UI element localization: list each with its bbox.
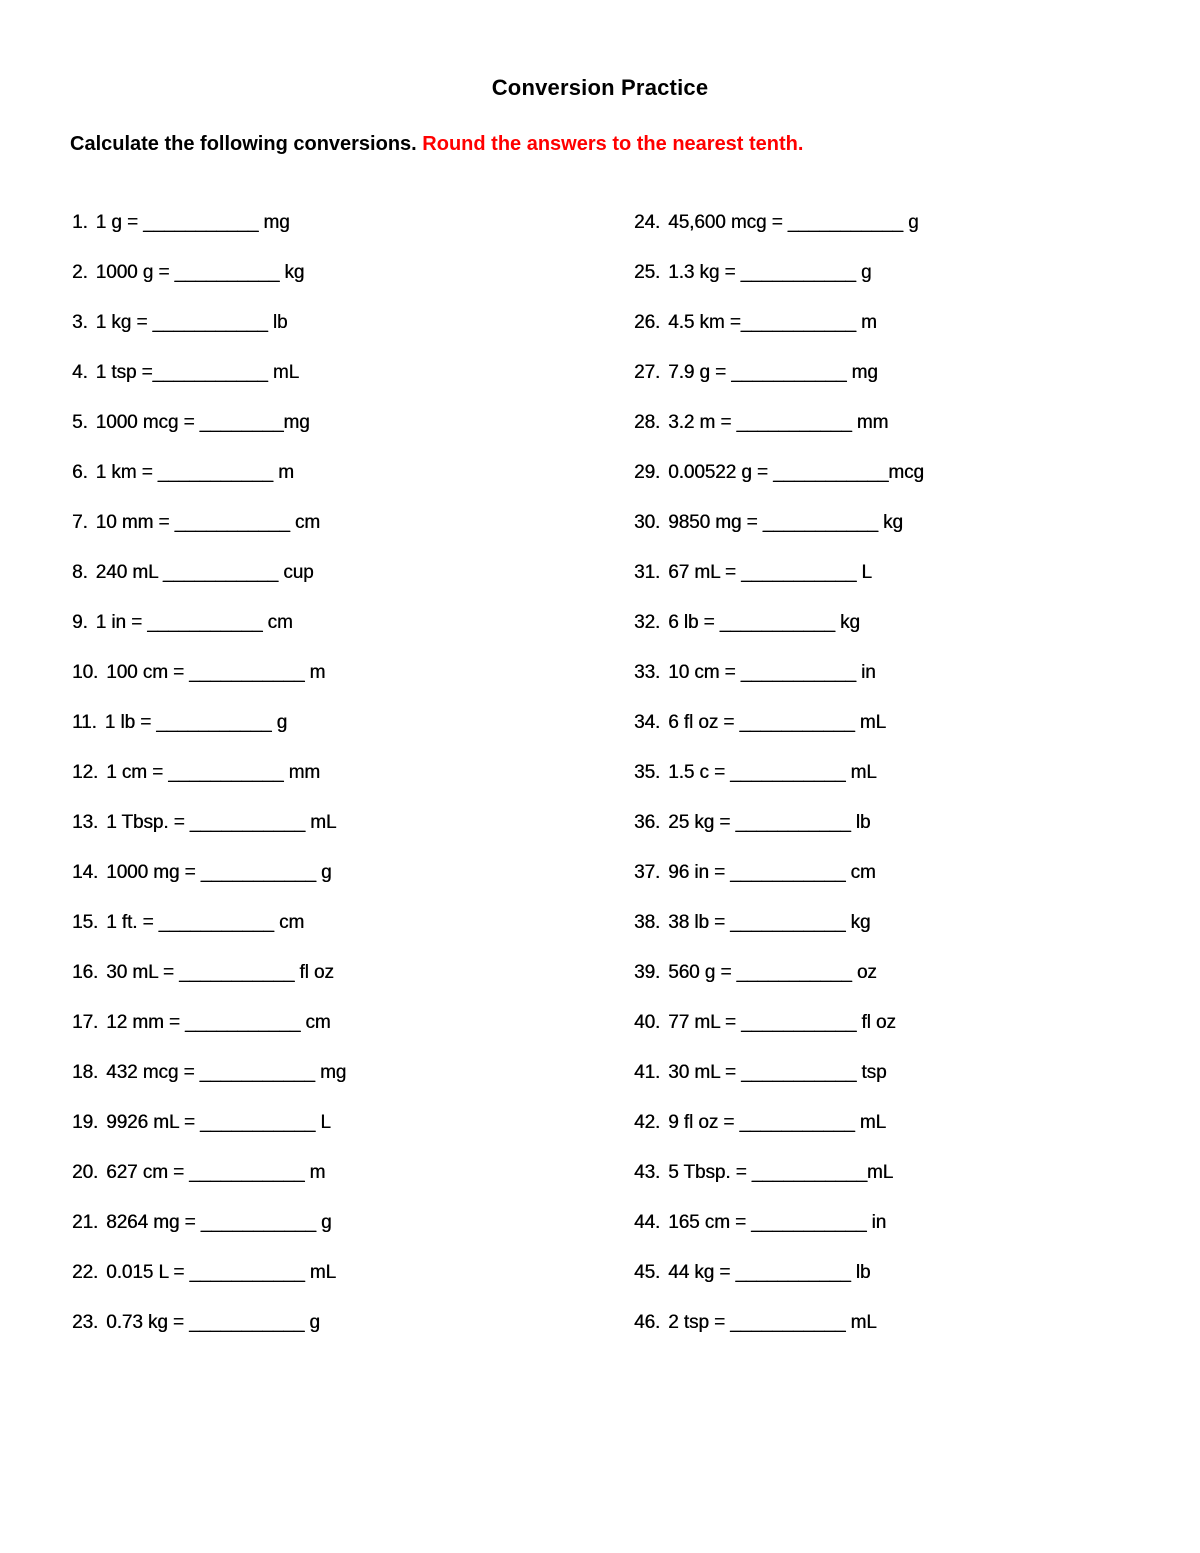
problem-row bbox=[72, 1011, 346, 1061]
problem-number: 6. bbox=[72, 462, 88, 483]
problem-row bbox=[72, 611, 346, 661]
problems-column-left bbox=[72, 211, 346, 1361]
problem-row bbox=[634, 511, 924, 561]
problem-text: 10 cm = ___________ in bbox=[668, 662, 876, 683]
problem-row bbox=[634, 1011, 924, 1061]
problem-text: 25 kg = ___________ lb bbox=[668, 812, 871, 833]
problem-number: 10. bbox=[72, 662, 99, 683]
problem-text: 1 Tbsp. = ___________ mL bbox=[106, 812, 337, 833]
problem-number: 38. bbox=[634, 912, 661, 933]
problem-number: 28. bbox=[634, 412, 661, 433]
problem-text: 100 cm = ___________ m bbox=[106, 662, 326, 683]
problem-text: 240 mL ___________ cup bbox=[95, 562, 314, 583]
problem-row bbox=[634, 611, 924, 661]
problem-row bbox=[72, 211, 346, 261]
problem-text: 1.3 kg = ___________ g bbox=[668, 262, 872, 283]
problem-text: 4.5 km =___________ m bbox=[668, 312, 877, 333]
problem-number: 41. bbox=[634, 1062, 661, 1083]
problem-row bbox=[72, 811, 346, 861]
problem-row bbox=[72, 1061, 346, 1111]
problem-number: 44. bbox=[634, 1212, 661, 1233]
problem-text: 1.5 c = ___________ mL bbox=[668, 762, 877, 783]
problem-row bbox=[72, 261, 346, 311]
problem-number: 11. bbox=[72, 712, 97, 733]
problem-text: 0.00522 g = ___________mcg bbox=[668, 462, 924, 483]
problem-text: 3.2 m = ___________ mm bbox=[668, 412, 889, 433]
problem-number: 8. bbox=[72, 562, 88, 583]
problem-row bbox=[72, 461, 346, 511]
problem-text: 1000 mg = ___________ g bbox=[106, 862, 332, 883]
problem-text: 1000 g = __________ kg bbox=[95, 262, 305, 283]
page-title: Conversion Practice bbox=[491, 75, 709, 100]
problem-text: 560 g = ___________ oz bbox=[668, 962, 877, 983]
problem-row bbox=[72, 1111, 346, 1161]
problem-number: 46. bbox=[634, 1312, 661, 1333]
problem-number: 14. bbox=[72, 862, 99, 883]
problem-number: 33. bbox=[634, 662, 661, 683]
problem-number: 23. bbox=[72, 1312, 99, 1333]
problem-row bbox=[634, 261, 924, 311]
problem-number: 16. bbox=[72, 962, 99, 983]
problem-row bbox=[72, 661, 346, 711]
problem-text: 6 lb = ___________ kg bbox=[668, 612, 860, 633]
problem-number: 24. bbox=[634, 212, 661, 233]
problem-row bbox=[634, 1161, 924, 1211]
problem-number: 29. bbox=[634, 462, 661, 483]
problem-row bbox=[72, 761, 346, 811]
problem-text: 432 mcg = ___________ mg bbox=[106, 1062, 347, 1083]
problem-row bbox=[72, 561, 346, 611]
problem-text: 45,600 mcg = ___________ g bbox=[668, 212, 919, 233]
problem-text: 5 Tbsp. = ___________mL bbox=[668, 1162, 894, 1183]
problem-row bbox=[634, 461, 924, 511]
problem-text: 0.015 L = ___________ mL bbox=[106, 1262, 336, 1283]
problem-row bbox=[634, 1261, 924, 1311]
problem-text: 2 tsp = ___________ mL bbox=[668, 1312, 877, 1333]
problem-row bbox=[72, 311, 346, 361]
problem-number: 25. bbox=[634, 262, 661, 283]
problem-number: 7. bbox=[72, 512, 88, 533]
problem-number: 32. bbox=[634, 612, 661, 633]
problem-number: 17. bbox=[72, 1012, 99, 1033]
problem-number: 19. bbox=[72, 1112, 99, 1133]
problem-row bbox=[634, 811, 924, 861]
problem-row bbox=[634, 311, 924, 361]
problem-row bbox=[72, 361, 346, 411]
problem-number: 31. bbox=[634, 562, 661, 583]
problem-text: 30 mL = ___________ tsp bbox=[668, 1062, 887, 1083]
problem-text: 12 mm = ___________ cm bbox=[106, 1012, 331, 1033]
problem-row bbox=[72, 511, 346, 561]
problem-row bbox=[72, 1311, 346, 1361]
problem-text: 1 g = ___________ mg bbox=[95, 212, 290, 233]
problem-number: 45. bbox=[634, 1262, 661, 1283]
problem-number: 18. bbox=[72, 1062, 99, 1083]
problem-text: 1 cm = ___________ mm bbox=[106, 762, 321, 783]
problem-row bbox=[634, 661, 924, 711]
problem-number: 36. bbox=[634, 812, 661, 833]
problem-row bbox=[72, 1261, 346, 1311]
problem-text: 165 cm = ___________ in bbox=[668, 1212, 887, 1233]
problem-number: 4. bbox=[72, 362, 88, 383]
problem-number: 27. bbox=[634, 362, 661, 383]
problem-text: 38 lb = ___________ kg bbox=[668, 912, 871, 933]
problem-row bbox=[634, 411, 924, 461]
problem-row bbox=[634, 1211, 924, 1261]
problem-number: 39. bbox=[634, 962, 661, 983]
problem-text: 30 mL = ___________ fl oz bbox=[106, 962, 334, 983]
problem-row bbox=[72, 861, 346, 911]
problem-text: 10 mm = ___________ cm bbox=[95, 512, 321, 533]
problem-row bbox=[634, 1311, 924, 1361]
problem-text: 1 ft. = ___________ cm bbox=[106, 912, 305, 933]
problem-number: 15. bbox=[72, 912, 99, 933]
problem-row bbox=[72, 961, 346, 1011]
problem-number: 26. bbox=[634, 312, 661, 333]
problem-number: 21. bbox=[72, 1212, 99, 1233]
problem-row bbox=[72, 711, 346, 761]
problem-row bbox=[634, 961, 924, 1011]
problem-number: 12. bbox=[72, 762, 99, 783]
problem-number: 22. bbox=[72, 1262, 99, 1283]
problem-text: 77 mL = ___________ fl oz bbox=[668, 1012, 896, 1033]
problem-text: 0.73 kg = ___________ g bbox=[106, 1312, 320, 1333]
problem-row bbox=[634, 711, 924, 761]
problem-row bbox=[72, 911, 346, 961]
problem-text: 7.9 g = ___________ mg bbox=[668, 362, 878, 383]
problem-text: 1 kg = ___________ lb bbox=[95, 312, 288, 333]
problem-row bbox=[634, 211, 924, 261]
problem-number: 35. bbox=[634, 762, 661, 783]
problem-number: 5. bbox=[72, 412, 88, 433]
problem-number: 34. bbox=[634, 712, 661, 733]
problem-text: 9850 mg = ___________ kg bbox=[668, 512, 903, 533]
problem-number: 3. bbox=[72, 312, 88, 333]
problem-row bbox=[634, 861, 924, 911]
problem-row bbox=[634, 911, 924, 961]
problem-text: 9926 mL = ___________ L bbox=[106, 1112, 331, 1133]
problem-number: 40. bbox=[634, 1012, 661, 1033]
problem-text: 627 cm = ___________ m bbox=[106, 1162, 326, 1183]
problem-row bbox=[72, 1161, 346, 1211]
problem-row bbox=[634, 561, 924, 611]
problem-number: 20. bbox=[72, 1162, 99, 1183]
problem-text: 9 fl oz = ___________ mL bbox=[668, 1112, 886, 1133]
problem-row bbox=[72, 1211, 346, 1261]
problem-text: 1 lb = ___________ g bbox=[104, 712, 288, 733]
problem-number: 13. bbox=[72, 812, 99, 833]
instructions-line bbox=[70, 133, 803, 156]
problem-text: 1000 mcg = ________mg bbox=[95, 412, 310, 433]
problem-number: 43. bbox=[634, 1162, 661, 1183]
problem-row bbox=[634, 761, 924, 811]
problem-text: 6 fl oz = ___________ mL bbox=[668, 712, 886, 733]
problem-number: 2. bbox=[72, 262, 88, 283]
problem-row bbox=[634, 1111, 924, 1161]
problem-row bbox=[634, 361, 924, 411]
problem-text: 1 km = ___________ m bbox=[95, 462, 294, 483]
problem-text: 8264 mg = ___________ g bbox=[106, 1212, 332, 1233]
problem-number: 37. bbox=[634, 862, 661, 883]
problem-row bbox=[72, 411, 346, 461]
problem-text: 1 in = ___________ cm bbox=[95, 612, 293, 633]
problem-text: 1 tsp =___________ mL bbox=[95, 362, 300, 383]
problem-row bbox=[634, 1061, 924, 1111]
problem-text: 96 in = ___________ cm bbox=[668, 862, 876, 883]
problem-number: 9. bbox=[72, 612, 88, 633]
problem-text: 67 mL = ___________ L bbox=[668, 562, 872, 583]
problems-column-right bbox=[634, 211, 924, 1361]
instruction-text: Calculate the following conversions. bbox=[70, 133, 417, 155]
problem-number: 30. bbox=[634, 512, 661, 533]
problem-number: 42. bbox=[634, 1112, 661, 1133]
problem-text: 44 kg = ___________ lb bbox=[668, 1262, 871, 1283]
problem-number: 1. bbox=[72, 212, 88, 233]
instruction-highlight-text: Round the answers to the nearest tenth. bbox=[422, 133, 804, 155]
